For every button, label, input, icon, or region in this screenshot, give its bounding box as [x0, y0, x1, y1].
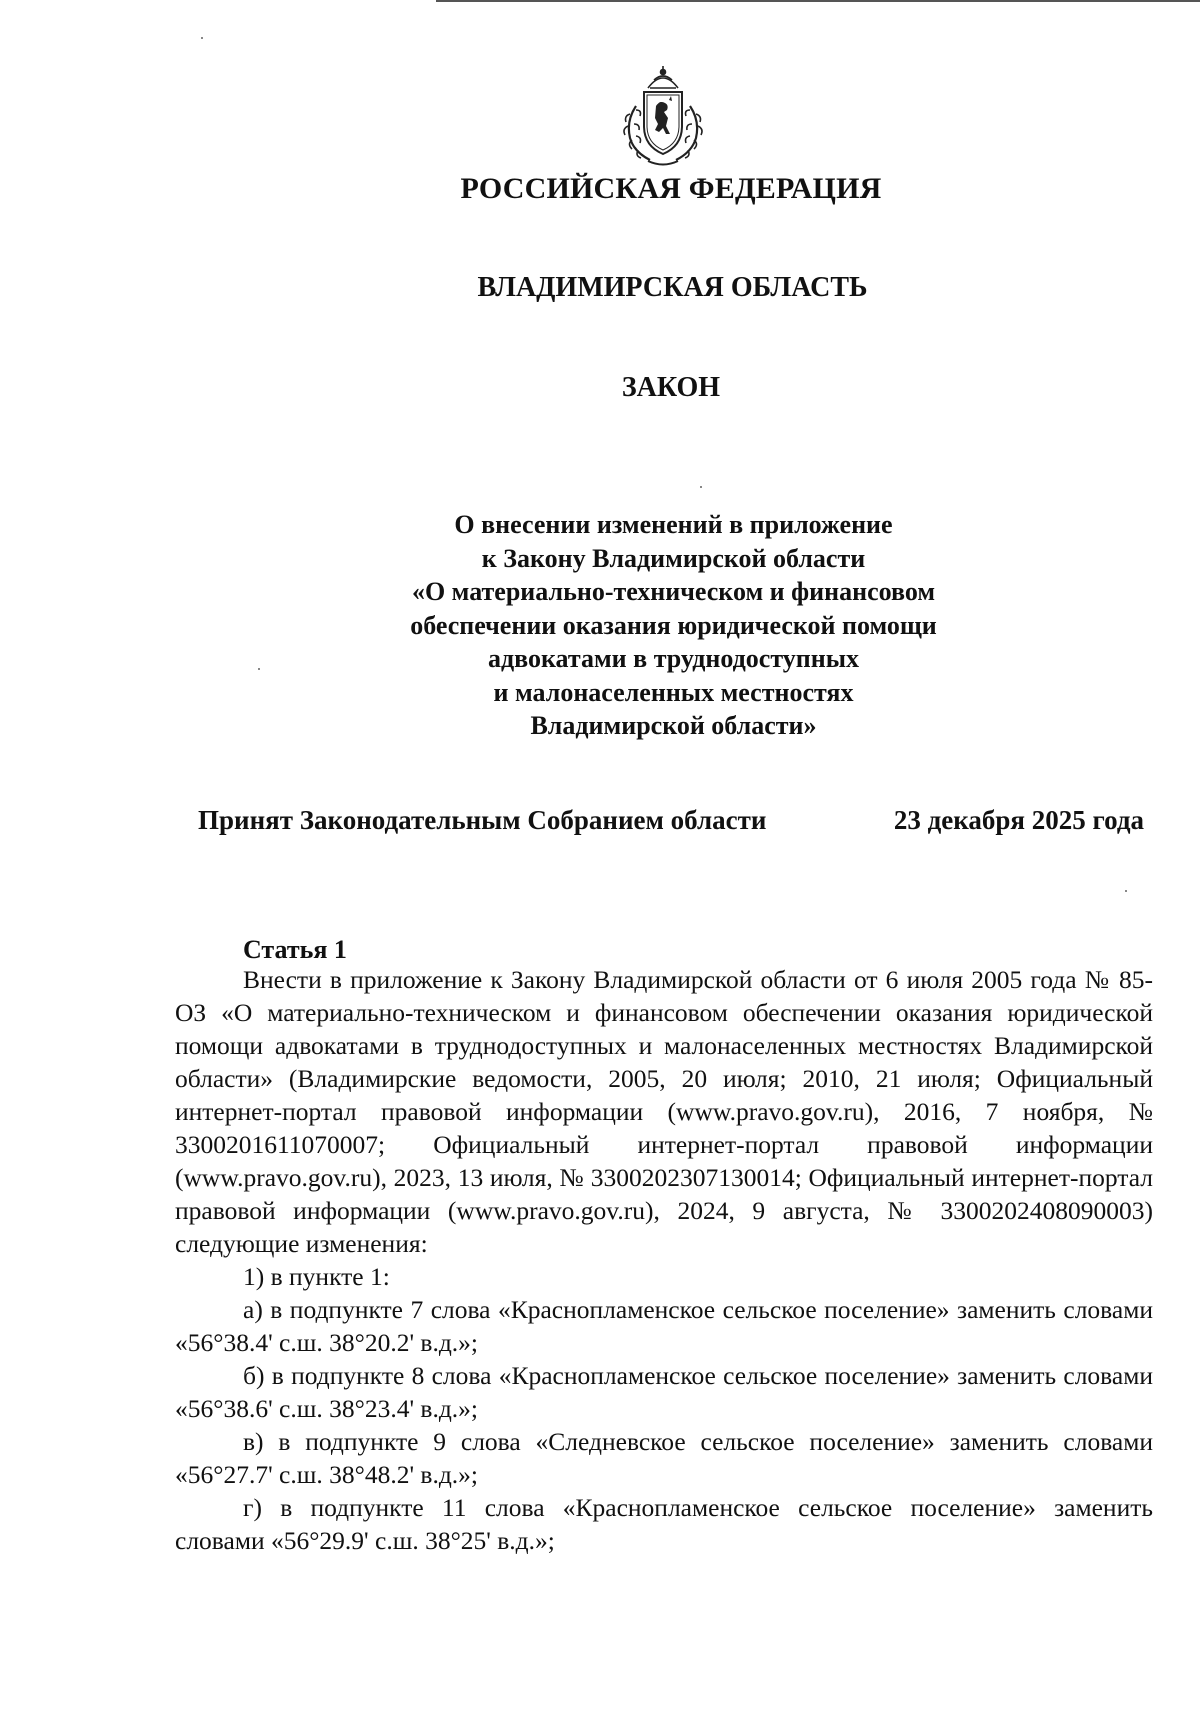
top-scan-rule [436, 0, 1200, 2]
document-type-heading: ЗАКОН [621, 372, 721, 403]
coat-of-arms-icon [618, 66, 708, 168]
country-heading: РОССИЙСКАЯ ФЕДЕРАЦИЯ [460, 172, 882, 205]
law-title-line: «О материально-техническом и финансовом [411, 577, 936, 606]
law-title [0, 508, 1200, 743]
article-body [175, 963, 1153, 1557]
scan-speck [258, 668, 260, 670]
law-title-line: Владимирской области» [530, 711, 817, 740]
law-title-line: к Закону Владимирской области [481, 543, 866, 573]
article-paragraph: Внести в приложение к Закону Владимирской области от 6 июля 2005 года № 85-ОЗ «О материально-техническом и финансовом обеспечении оказания юридической помощи адвокатами в труднодоступных и малонаселенных местностях Владимирской области» (Владимирские ведомости, 2005, 20 июля; 2010, 21 июля; Официальный интернет-портал правовой информации (www.pravo.gov.ru), 2016, 7 ноября, № 3300201611070007; Официальный интернет-портал правовой информации (www.pravo.gov.ru), 2023, 13 июля, № 3300202307130014; Официальный интернет-портал правовой информации (www.pravo.gov.ru), 2024, 9 августа, № 3300202408090003) следующие изменения: [175, 965, 1153, 1258]
law-title-line: адвокатами в труднодоступных [487, 644, 860, 673]
article-title: Статья 1 [243, 935, 347, 964]
article-paragraph: в) в подпункте 9 слова «Следневское сельское поселение» заменить словами «56°27.7' с.ш. 38°48.2' в.д.»; [175, 1427, 1153, 1489]
article-paragraph: г) в подпункте 11 слова «Краснопламенское сельское поселение» заменить словами «56°29.9' с.ш. 38°25' в.д.»; [175, 1493, 1153, 1555]
law-title-line: О внесении изменений в приложение [454, 510, 893, 539]
article-paragraph: а) в подпункте 7 слова «Краснопламенское сельское поселение» заменить словами «56°38.4' с.ш. 38°20.2' в.д.»; [175, 1295, 1153, 1357]
article-paragraph: б) в подпункте 8 слова «Краснопламенское сельское поселение» заменить словами «56°38.6' с.ш. 38°23.4' в.д.»; [175, 1361, 1153, 1423]
scan-speck [700, 486, 702, 488]
article-paragraph: 1) в пункте 1: [243, 1262, 390, 1291]
adoption-label: Принят Законодательным Собранием области [198, 805, 767, 835]
adoption-date: 23 декабря 2025 года [893, 805, 1144, 835]
law-title-line: и малонаселенных местностях [493, 677, 854, 707]
region-heading: ВЛАДИМИРСКАЯ ОБЛАСТЬ [477, 272, 868, 303]
scan-speck [201, 37, 203, 39]
scan-speck [1125, 890, 1127, 892]
law-title-line: обеспечении оказания юридической помощи [410, 610, 937, 640]
